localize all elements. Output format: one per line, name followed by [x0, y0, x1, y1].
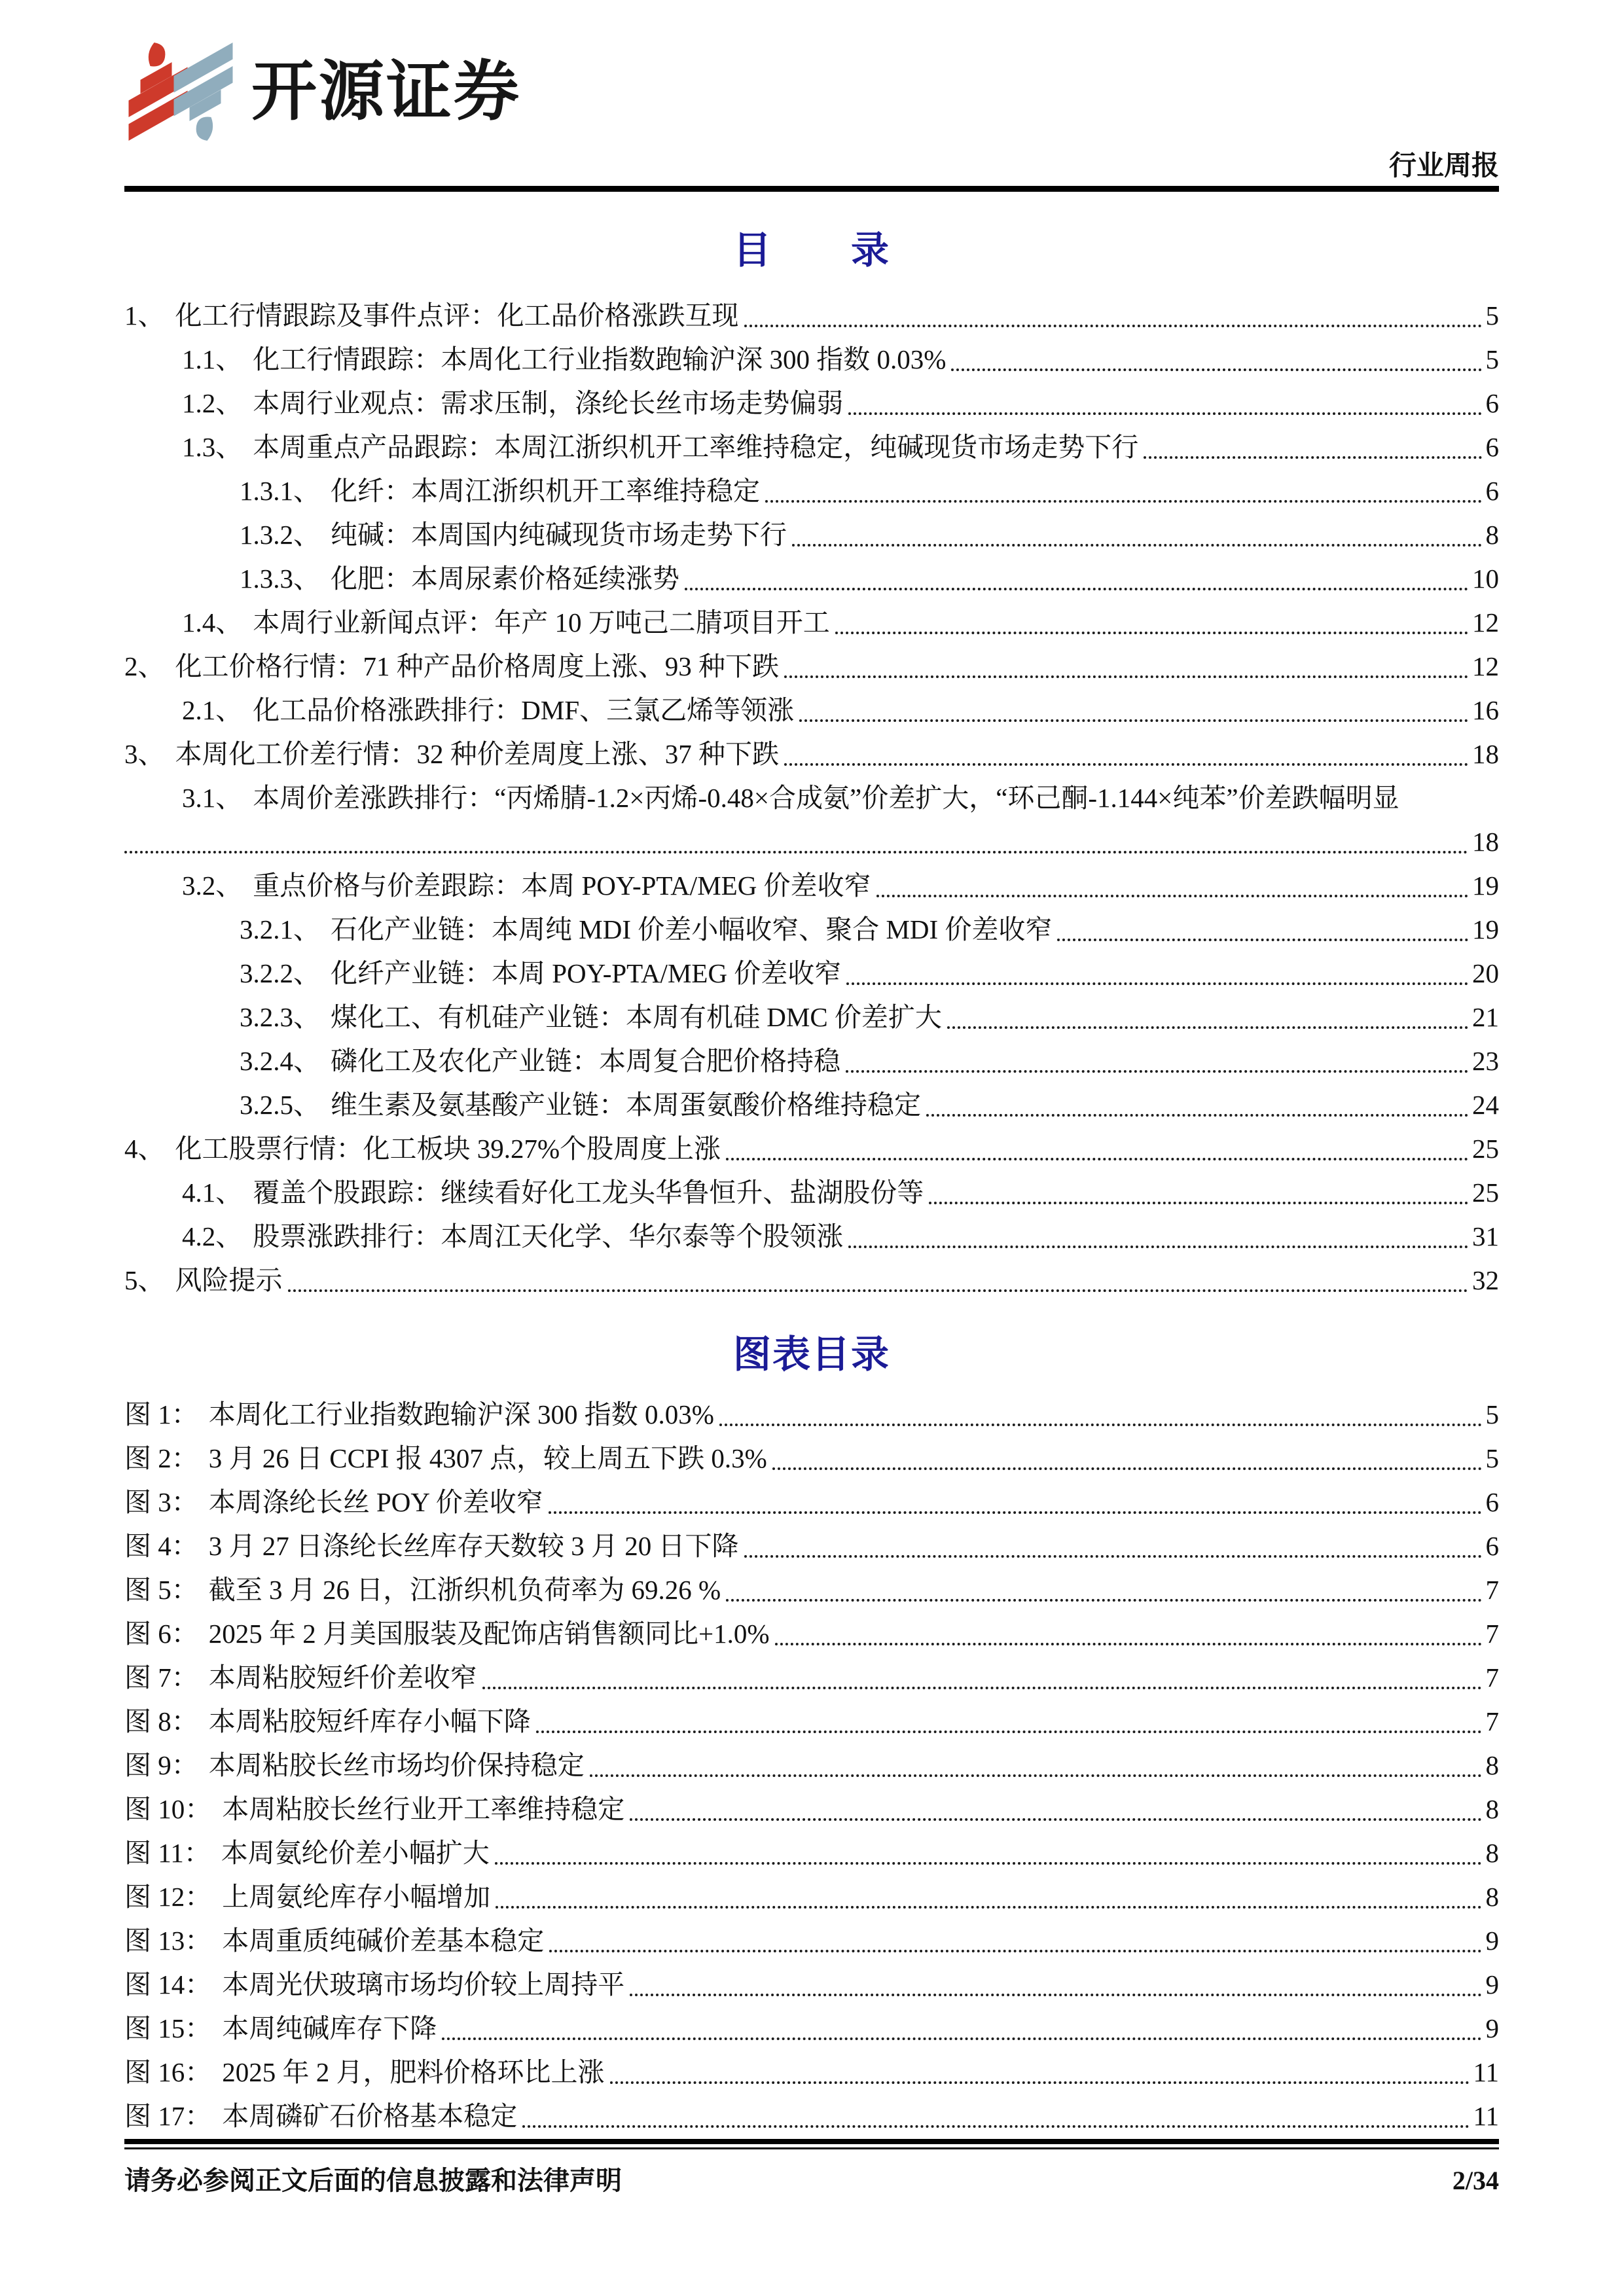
- toc-entry-title: 化工行情跟踪及事件点评：化工品价格涨跌互现: [175, 300, 739, 331]
- dot-leader: [929, 1202, 1468, 1204]
- toc-entry-page: 12: [1472, 607, 1499, 637]
- figure-entry[interactable]: [124, 1612, 1499, 1656]
- figure-entry-label: 图 8：: [124, 1706, 198, 1736]
- toc-entry-page: 20: [1472, 958, 1499, 988]
- toc-entry-title: 重点价格与价差跟踪：本周 POY-PTA/MEG 价差收窄: [253, 870, 871, 901]
- toc-entry-number: 3.2、: [182, 870, 243, 901]
- dot-leader: [719, 1424, 1482, 1426]
- dot-leader: [549, 1950, 1481, 1952]
- toc-entry[interactable]: [124, 601, 1499, 645]
- toc-entry-number: 1.3.2、: [240, 520, 320, 550]
- figure-entry[interactable]: [124, 2007, 1499, 2051]
- figure-entry[interactable]: [124, 1393, 1499, 1437]
- figure-entry-label: 图 1：: [124, 1399, 198, 1429]
- figure-entry[interactable]: [124, 1568, 1499, 1612]
- toc-entry-title: 本周行业新闻点评：年产 10 万吨己二腈项目开工: [253, 607, 830, 637]
- figure-entry-title: 本周重质纯碱价差基本稳定: [222, 1926, 545, 1956]
- figure-entry[interactable]: [124, 1744, 1499, 1787]
- dot-leader: [630, 1994, 1481, 1996]
- figure-entry-title: 3 月 27 日涤纶长丝库存天数较 3 月 20 日下降: [208, 1531, 739, 1561]
- toc-entry[interactable]: [124, 776, 1499, 864]
- figure-entry-label: 图 9：: [124, 1750, 198, 1780]
- toc-entry[interactable]: [124, 469, 1499, 513]
- figure-entry-label: 图 14：: [124, 1969, 212, 2000]
- toc-entry-number: 3、: [124, 739, 165, 769]
- figure-entry-page: 9: [1485, 2013, 1499, 2043]
- figure-entry-page: 8: [1485, 1838, 1499, 1868]
- figure-entry-label: 图 6：: [124, 1619, 198, 1649]
- figure-entry-label: 图 12：: [124, 1882, 212, 1912]
- figure-entry-page: 9: [1485, 1969, 1499, 2000]
- dot-leader: [495, 1862, 1482, 1865]
- toc-entry[interactable]: [124, 338, 1499, 382]
- figure-entry-page: 8: [1485, 1750, 1499, 1780]
- figure-entry-label: 图 7：: [124, 1662, 198, 1693]
- dot-leader: [835, 632, 1468, 634]
- toc-entry[interactable]: [124, 513, 1499, 557]
- dot-leader: [496, 1906, 1481, 1909]
- toc-entry-page: 10: [1472, 564, 1499, 594]
- toc-entry[interactable]: [124, 645, 1499, 689]
- figure-entry-title: 本周粘胶长丝市场均价保持稳定: [208, 1750, 585, 1780]
- toc-entry-title: 股票涨跌排行：本周江天化学、华尔泰等个股领涨: [253, 1221, 844, 1251]
- toc-entry-page: 12: [1472, 651, 1499, 681]
- toc-entry-page: 21: [1472, 1002, 1499, 1032]
- dot-leader: [744, 325, 1482, 327]
- figure-entry-label: 图 5：: [124, 1575, 198, 1605]
- toc-entry-title: 化工行情跟踪：本周化工行业指数跑输沪深 300 指数 0.03%: [253, 344, 947, 374]
- dot-leader: [772, 1467, 1482, 1470]
- toc-entry-title: 化工价格行情：71 种产品价格周度上涨、93 种下跌: [175, 651, 779, 681]
- figure-entry-label: 图 15：: [124, 2013, 212, 2043]
- toc-entry-page: 25: [1472, 1134, 1499, 1164]
- toc-entry-page: 19: [1472, 870, 1499, 901]
- header-rule: [124, 186, 1499, 192]
- toc-entry-number: 1.3.1、: [240, 476, 320, 506]
- figure-entry-page: 5: [1485, 1443, 1499, 1473]
- figure-entry-label: 图 2：: [124, 1443, 198, 1473]
- dot-leader: [947, 1026, 1468, 1029]
- figures-list: [124, 1393, 1499, 2138]
- toc-entry-number: 1.2、: [182, 388, 243, 418]
- toc-entry[interactable]: [124, 1083, 1499, 1127]
- figure-entry[interactable]: [124, 1787, 1499, 1831]
- toc-entry-page: 18: [1472, 739, 1499, 769]
- dot-leader: [775, 1643, 1482, 1645]
- toc-entry-title: 石化产业链：本周纯 MDI 价差小幅收窄、聚合 MDI 价差收窄: [331, 914, 1053, 944]
- dot-leader: [522, 2125, 1469, 2128]
- figure-entry-title: 本周涤纶长丝 POY 价差收窄: [208, 1487, 543, 1517]
- dot-leader: [288, 1289, 1469, 1292]
- toc-entry-title: 化工品价格涨跌排行：DMF、三氯乙烯等领涨: [253, 695, 795, 725]
- figures-section: [124, 1329, 1499, 2138]
- figure-entry[interactable]: [124, 1919, 1499, 1963]
- toc-entry-number: 3.2.1、: [240, 914, 320, 944]
- figure-entry[interactable]: [124, 1437, 1499, 1480]
- toc-entry-title: 覆盖个股跟踪：继续看好化工龙头华鲁恒升、盐湖股份等: [253, 1177, 924, 1208]
- toc-entry-number: 1.3.3、: [240, 564, 320, 594]
- brand-name: 开源证券: [251, 55, 521, 128]
- toc-entry[interactable]: [124, 557, 1499, 601]
- figure-entry-title: 上周氨纶库存小幅增加: [222, 1882, 491, 1912]
- toc-entry-title: 煤化工、有机硅产业链：本周有机硅 DMC 价差扩大: [331, 1002, 942, 1032]
- toc-entry-number: 3.2.5、: [240, 1090, 320, 1120]
- toc-entry[interactable]: [124, 952, 1499, 996]
- figure-entry[interactable]: [124, 1524, 1499, 1568]
- figure-entry-label: 图 10：: [124, 1794, 212, 1824]
- toc-entry-number: 4.2、: [182, 1221, 243, 1251]
- toc-entry-page: 23: [1472, 1046, 1499, 1076]
- toc-entry-page: 8: [1485, 520, 1499, 550]
- toc-entry-page: 18: [1472, 827, 1499, 857]
- figure-entry-title: 本周磷矿石价格基本稳定: [222, 2101, 518, 2131]
- figure-entry-label: 图 13：: [124, 1926, 212, 1956]
- footer-rule: [124, 2139, 1499, 2149]
- toc-entry[interactable]: [124, 996, 1499, 1039]
- toc-entry-title: 本周价差涨跌排行：“丙烯腈-1.2×丙烯-0.48×合成氨”价差扩大，“环己酮-1.144×纯苯”价差跌幅明显: [253, 783, 1399, 813]
- figure-entry[interactable]: [124, 1875, 1499, 1919]
- toc-entry-title: 本周化工价差行情：32 种价差周度上涨、37 种下跌: [175, 739, 779, 769]
- toc-entry[interactable]: [124, 294, 1499, 338]
- toc-entry-number: 1.1、: [182, 344, 243, 374]
- toc-entry[interactable]: [124, 1215, 1499, 1259]
- toc-title: 目 录: [732, 229, 890, 272]
- figure-entry-title: 2025 年 2 月美国服装及配饰店销售额同比+1.0%: [208, 1619, 770, 1649]
- figure-entry-page: 9: [1485, 1926, 1499, 1956]
- dot-leader: [784, 763, 1468, 766]
- figure-entry-page: 7: [1485, 1619, 1499, 1649]
- figure-entry-page: 11: [1473, 2101, 1499, 2131]
- figure-entry-page: 6: [1485, 1487, 1499, 1517]
- figure-entry-label: 图 3：: [124, 1487, 198, 1517]
- toc-entry-number: 1.4、: [182, 607, 243, 637]
- toc-entry[interactable]: [124, 425, 1499, 469]
- dot-leader: [784, 675, 1468, 678]
- figure-entry-title: 本周纯碱库存下降: [222, 2013, 437, 2043]
- dot-leader: [744, 1555, 1482, 1558]
- toc-entry-title: 化纤：本周江浙织机开工率维持稳定: [331, 476, 760, 506]
- toc-entry-number: 4、: [124, 1134, 165, 1164]
- dot-leader: [848, 412, 1481, 415]
- toc-entry-number: 3.2.4、: [240, 1046, 320, 1076]
- figure-entry[interactable]: [124, 1700, 1499, 1744]
- toc-entry-number: 3.1、: [182, 783, 243, 813]
- figure-entry-page: 7: [1485, 1706, 1499, 1736]
- figure-entry-page: 8: [1485, 1794, 1499, 1824]
- toc-entry-title: 化工股票行情：化工板块 39.27%个股周度上涨: [175, 1134, 721, 1164]
- figure-entry-title: 本周粘胶短纤价差收窄: [208, 1662, 477, 1693]
- toc-entry[interactable]: [124, 1259, 1499, 1302]
- figure-entry[interactable]: [124, 1656, 1499, 1700]
- figure-entry-page: 7: [1485, 1662, 1499, 1693]
- toc-entry-number: 1.3、: [182, 432, 243, 462]
- toc-entry-title: 化纤产业链：本周 POY-PTA/MEG 价差收窄: [331, 958, 842, 988]
- toc-entry-page: 19: [1472, 914, 1499, 944]
- toc-entry-page: 6: [1485, 432, 1499, 462]
- toc-entry-number: 5、: [124, 1265, 165, 1295]
- dot-leader: [799, 719, 1468, 722]
- toc-entry-page: 24: [1472, 1090, 1499, 1120]
- dot-leader: [442, 2037, 1481, 2040]
- toc-entry-page: 31: [1472, 1221, 1499, 1251]
- figure-entry-title: 2025 年 2 月，肥料价格环比上涨: [222, 2057, 605, 2087]
- dot-leader: [1057, 939, 1468, 941]
- figure-entry[interactable]: [124, 2051, 1499, 2094]
- toc-entry[interactable]: [124, 864, 1499, 908]
- footer-disclaimer: 请务必参阅正文后面的信息披露和法律声明: [124, 2166, 622, 2195]
- dot-leader: [610, 2081, 1470, 2084]
- toc-list: [124, 294, 1499, 1302]
- dot-leader: [482, 1687, 1482, 1689]
- toc-entry-title: 本周重点产品跟踪：本周江浙织机开工率维持稳定，纯碱现货市场走势下行: [253, 432, 1139, 462]
- figure-entry[interactable]: [124, 1831, 1499, 1875]
- report-type-label: 行业周报: [1388, 151, 1499, 181]
- toc-entry-page: 5: [1485, 344, 1499, 374]
- toc-entry[interactable]: [124, 689, 1499, 732]
- toc-entry-number: 3.2.2、: [240, 958, 320, 988]
- dot-leader: [630, 1818, 1481, 1821]
- report-header: [124, 0, 1499, 192]
- toc-entry[interactable]: [124, 908, 1499, 952]
- toc-entry-number: 2、: [124, 651, 165, 681]
- figure-entry-page: 7: [1485, 1575, 1499, 1605]
- dot-leader: [846, 982, 1468, 985]
- toc-entry[interactable]: [124, 732, 1499, 776]
- figure-entry-label: 图 17：: [124, 2101, 212, 2131]
- dot-leader: [846, 1070, 1468, 1073]
- figure-entry-title: 截至 3 月 26 日，江浙织机负荷率为 69.26 %: [208, 1575, 721, 1605]
- dot-leader: [926, 1114, 1468, 1117]
- page-footer: [124, 2139, 1499, 2197]
- toc-entry-number: 3.2.3、: [240, 1002, 320, 1032]
- toc-entry-title: 化肥：本周尿素价格延续涨势: [331, 564, 679, 594]
- toc-section: [124, 224, 1499, 1302]
- dot-leader: [765, 500, 1482, 503]
- toc-entry[interactable]: [124, 382, 1499, 425]
- figure-entry-page: 5: [1485, 1399, 1499, 1429]
- toc-entry-page: 6: [1485, 388, 1499, 418]
- figure-entry-title: 本周粘胶短纤库存小幅下降: [208, 1706, 531, 1736]
- toc-entry-page: 32: [1472, 1265, 1499, 1295]
- dot-leader: [536, 1731, 1482, 1733]
- dot-leader: [1144, 456, 1481, 459]
- toc-entry-title: 纯碱：本周国内纯碱现货市场走势下行: [331, 520, 787, 550]
- figure-entry-label: 图 4：: [124, 1531, 198, 1561]
- figure-entry-title: 3 月 26 日 CCPI 报 4307 点，较上周五下跌 0.3%: [208, 1443, 767, 1473]
- kaiyuan-logo-icon: [124, 43, 237, 141]
- toc-entry-number: 1、: [124, 300, 165, 331]
- dot-leader: [951, 368, 1481, 371]
- toc-entry-title: 磷化工及农化产业链：本周复合肥价格持稳: [331, 1046, 840, 1076]
- toc-entry-number: 2.1、: [182, 695, 243, 725]
- dot-leader: [590, 1774, 1482, 1777]
- figure-entry-label: 图 16：: [124, 2057, 212, 2087]
- brand-logo: [124, 41, 1499, 143]
- figure-entry-title: 本周氨纶价差小幅扩大: [221, 1838, 490, 1868]
- toc-entry[interactable]: [124, 1171, 1499, 1215]
- figure-entry-page: 8: [1485, 1882, 1499, 1912]
- toc-entry-title: 本周行业观点：需求压制，涤纶长丝市场走势偏弱: [253, 388, 844, 418]
- figure-entry-page: 11: [1473, 2057, 1499, 2087]
- figure-entry[interactable]: [124, 2094, 1499, 2138]
- figure-entry-title: 本周粘胶长丝行业开工率维持稳定: [222, 1794, 625, 1824]
- dot-leader: [124, 851, 1468, 853]
- dot-leader: [876, 895, 1468, 897]
- dot-leader: [792, 544, 1482, 547]
- toc-entry-page: 6: [1485, 476, 1499, 506]
- toc-entry[interactable]: [124, 1039, 1499, 1083]
- toc-entry-number: 4.1、: [182, 1177, 243, 1208]
- figure-entry-title: 本周化工行业指数跑输沪深 300 指数 0.03%: [208, 1399, 714, 1429]
- dot-leader: [549, 1511, 1482, 1514]
- figure-entry[interactable]: [124, 1963, 1499, 2007]
- toc-entry-page: 5: [1485, 300, 1499, 331]
- toc-entry-title: 维生素及氨基酸产业链：本周蛋氨酸价格维持稳定: [331, 1090, 921, 1120]
- toc-entry[interactable]: [124, 1127, 1499, 1171]
- dot-leader: [848, 1246, 1468, 1248]
- toc-entry-page: 25: [1472, 1177, 1499, 1208]
- figure-entry[interactable]: [124, 1480, 1499, 1524]
- figures-title: 图表目录: [732, 1333, 890, 1376]
- figure-entry-page: 6: [1485, 1531, 1499, 1561]
- dot-leader: [726, 1599, 1481, 1602]
- figure-entry-title: 本周光伏玻璃市场均价较上周持平: [222, 1969, 625, 2000]
- toc-entry-title: 风险提示: [175, 1265, 283, 1295]
- figure-entry-label: 图 11：: [124, 1838, 211, 1868]
- dot-leader: [685, 588, 1468, 590]
- toc-entry-page: 16: [1472, 695, 1499, 725]
- page-number: 2/34: [1452, 2166, 1499, 2195]
- dot-leader: [726, 1158, 1468, 1160]
